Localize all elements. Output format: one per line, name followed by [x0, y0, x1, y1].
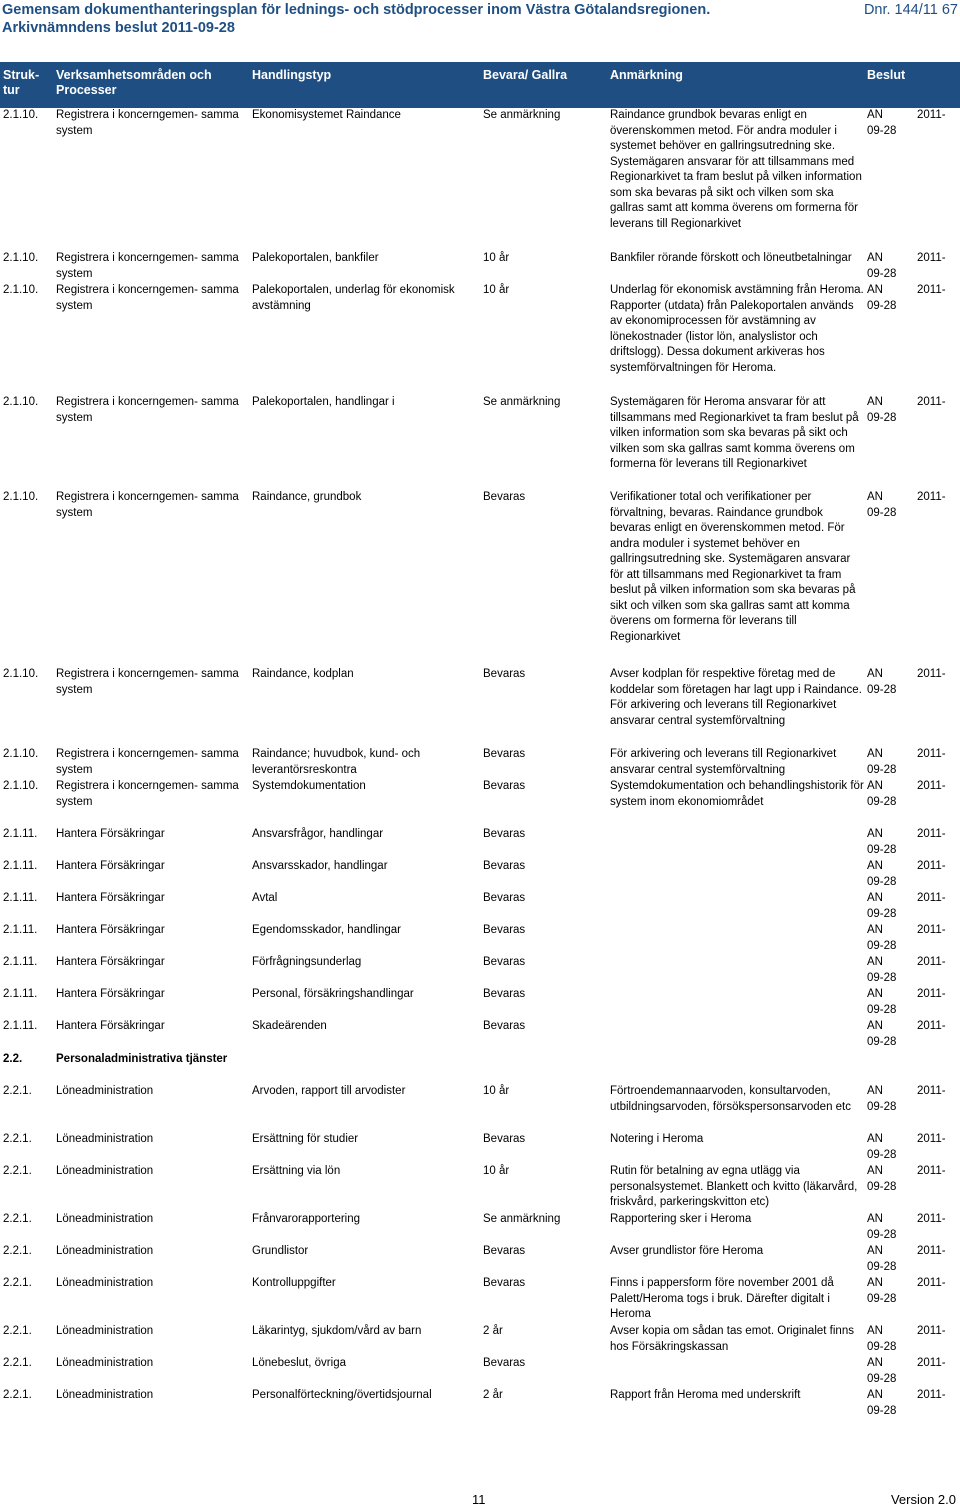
beslut-date: 09-28 [867, 1404, 897, 1417]
beslut-an: AN [867, 1020, 883, 1032]
beslut-year: 2011- [917, 1133, 946, 1145]
cell-bevara: Bevaras [483, 924, 526, 936]
beslut-date: 09-28 [867, 1148, 897, 1161]
cell-bevara: Bevaras [483, 1277, 526, 1289]
beslut-year: 2011- [917, 1277, 946, 1289]
cell-bevara: Bevaras [483, 988, 526, 1000]
beslut-an: AN [867, 1213, 883, 1225]
cell-struktur: 2.2.1. [3, 1357, 32, 1369]
cell-handlingstyp: Grundlistor [252, 1245, 309, 1257]
document-header [0, 0, 960, 40]
col-beslut: Beslut [867, 68, 906, 82]
cell-handlingstyp: Avtal [252, 892, 278, 904]
cell-anmarkning: Underlag för ekonomisk avstämning från Heroma. Rapporter (utdata) från Palekoportalen används av ekonomiprocessen för avstämning av lönekostnader (listor lön, analyslistor och driftslogg). Dessa dokument arkiveras hos systemförvaltningen för Heroma. [610, 284, 864, 374]
cell-bevara: Bevaras [483, 860, 526, 872]
cell-anmarkning: Bankfiler rörande förskott och löneutbetalningar [610, 252, 852, 264]
beslut-year: 2011- [917, 988, 946, 1000]
cell-struktur: 2.2.1. [3, 1133, 32, 1145]
cell-struktur: 2.2. [3, 1053, 23, 1065]
cell-struktur: 2.1.10. [3, 668, 39, 680]
beslut-an: AN [867, 860, 883, 872]
beslut-an: AN [867, 956, 883, 968]
beslut-date: 09-28 [867, 971, 897, 984]
document-title: Gemensam dokumenthanteringsplan för lednings- och stödprocesser inom Västra Götalandsregionen. [2, 2, 711, 18]
beslut-date: 09-28 [867, 1292, 897, 1305]
beslut-year: 2011- [917, 860, 946, 872]
cell-struktur: 2.1.10. [3, 109, 39, 121]
beslut-date: 09-28 [867, 506, 897, 519]
document-subtitle: Arkivnämndens beslut 2011-09-28 [2, 20, 235, 36]
cell-anmarkning: Avser grundlistor före Heroma [610, 1245, 764, 1257]
cell-struktur: 2.1.10. [3, 491, 39, 503]
beslut-an: AN [867, 668, 883, 680]
cell-bevara: Bevaras [483, 892, 526, 904]
col-verksamhet: Verksamhetsområden och Processer [56, 68, 212, 97]
col-anmarkning: Anmärkning [610, 68, 683, 82]
beslut-year: 2011- [917, 1357, 946, 1369]
cell-handlingstyp: Raindance, kodplan [252, 668, 354, 680]
beslut-date: 09-28 [867, 1180, 897, 1193]
document-dnr: Dnr. 144/11 67 [863, 2, 958, 18]
cell-handlingstyp: Läkarintyg, sjukdom/vård av barn [252, 1325, 422, 1337]
cell-verksamhet: Hantera Försäkringar [56, 860, 165, 872]
beslut-an: AN [867, 1277, 883, 1289]
beslut-date: 09-28 [867, 907, 897, 920]
cell-anmarkning: Avser kopia om sådan tas emot. Originalet finns hos Försäkringskassan [610, 1325, 854, 1353]
beslut-year: 2011- [917, 924, 946, 936]
beslut-year: 2011- [917, 284, 946, 296]
beslut-date: 09-28 [867, 1100, 897, 1113]
cell-struktur: 2.1.10. [3, 748, 39, 760]
beslut-an: AN [867, 1245, 883, 1257]
beslut-year: 2011- [917, 1213, 946, 1225]
cell-verksamhet: Löneadministration [56, 1213, 154, 1225]
cell-bevara: Se anmärkning [483, 1213, 561, 1225]
cell-anmarkning: Systemdokumentation och behandlingshistorik för system inom ekonomiområdet [610, 780, 864, 808]
beslut-date: 09-28 [867, 1260, 897, 1273]
beslut-year: 2011- [917, 491, 946, 503]
cell-bevara: 10 år [483, 252, 510, 264]
beslut-an: AN [867, 748, 883, 760]
col-struktur: Struk-tur [3, 68, 40, 97]
beslut-an: AN [867, 491, 883, 503]
col-handlingstyp: Handlingstyp [252, 68, 332, 82]
beslut-year: 2011- [917, 892, 946, 904]
cell-handlingstyp: Förfrågningsunderlag [252, 956, 362, 968]
cell-verksamhet: Registrera i koncerngemen- samma system [56, 284, 239, 312]
beslut-year: 2011- [917, 1085, 946, 1097]
beslut-date: 09-28 [867, 1003, 897, 1016]
cell-bevara: 10 år [483, 1085, 510, 1097]
cell-bevara: 2 år [483, 1389, 503, 1401]
beslut-year: 2011- [917, 1245, 946, 1257]
cell-struktur: 2.1.10. [3, 284, 39, 296]
cell-bevara: Bevaras [483, 1020, 526, 1032]
cell-bevara: 10 år [483, 1165, 510, 1177]
cell-bevara: Se anmärkning [483, 396, 561, 408]
beslut-year: 2011- [917, 252, 946, 264]
cell-anmarkning: Rapportering sker i Heroma [610, 1213, 752, 1225]
beslut-year: 2011- [917, 396, 946, 408]
cell-verksamhet: Löneadministration [56, 1389, 154, 1401]
cell-verksamhet: Hantera Försäkringar [56, 924, 165, 936]
beslut-date: 09-28 [867, 795, 897, 808]
beslut-year: 2011- [917, 1325, 946, 1337]
cell-verksamhet: Personaladministrativa tjänster [56, 1053, 228, 1065]
beslut-year: 2011- [917, 1389, 946, 1401]
cell-bevara: Bevaras [483, 1133, 526, 1145]
cell-bevara: Bevaras [483, 491, 526, 503]
cell-anmarkning: För arkivering och leverans till Regionarkivet ansvarar central systemförvaltning [610, 748, 837, 776]
beslut-an: AN [867, 1133, 883, 1145]
cell-struktur: 2.2.1. [3, 1389, 32, 1401]
cell-struktur: 2.2.1. [3, 1277, 32, 1289]
cell-bevara: 10 år [483, 284, 510, 296]
cell-handlingstyp: Systemdokumentation [252, 780, 366, 792]
cell-struktur: 2.1.11. [3, 988, 38, 1000]
cell-handlingstyp: Frånvarorapportering [252, 1213, 361, 1225]
table-header [0, 62, 960, 108]
cell-handlingstyp: Palekoportalen, bankfiler [252, 252, 379, 264]
cell-verksamhet: Hantera Försäkringar [56, 988, 165, 1000]
cell-handlingstyp: Skadeärenden [252, 1020, 327, 1032]
beslut-date: 09-28 [867, 267, 897, 280]
beslut-an: AN [867, 1325, 883, 1337]
beslut-an: AN [867, 1085, 883, 1097]
cell-anmarkning: Notering i Heroma [610, 1133, 704, 1145]
cell-anmarkning: Finns i pappersform före november 2001 då Palett/Heroma togs i bruk. Därefter digitalt i Heroma [610, 1277, 834, 1320]
cell-struktur: 2.1.11. [3, 860, 38, 872]
cell-struktur: 2.1.11. [3, 924, 38, 936]
beslut-date: 09-28 [867, 1035, 897, 1048]
cell-verksamhet: Löneadministration [56, 1085, 154, 1097]
cell-handlingstyp: Raindance, grundbok [252, 491, 362, 503]
cell-bevara: Bevaras [483, 748, 526, 760]
cell-bevara: Bevaras [483, 668, 526, 680]
cell-anmarkning: Systemägaren för Heroma ansvarar för att tillsammans med Regionarkivet ta fram beslut på vilken information som ska bevaras på sikt och vilken som ska gallras samt komma överens om formerna för leverans till Regionarkivet [610, 396, 859, 470]
beslut-date: 09-28 [867, 411, 897, 424]
beslut-an: AN [867, 396, 883, 408]
cell-bevara: Bevaras [483, 956, 526, 968]
cell-struktur: 2.1.10. [3, 780, 39, 792]
cell-bevara: Se anmärkning [483, 109, 561, 121]
cell-struktur: 2.2.1. [3, 1165, 32, 1177]
cell-verksamhet: Löneadministration [56, 1357, 154, 1369]
cell-handlingstyp: Personal, försäkringshandlingar [252, 988, 414, 1000]
cell-verksamhet: Löneadministration [56, 1325, 154, 1337]
cell-handlingstyp: Palekoportalen, underlag för ekonomisk avstämning [252, 284, 455, 312]
cell-handlingstyp: Palekoportalen, handlingar i [252, 396, 395, 408]
beslut-date: 09-28 [867, 299, 897, 312]
beslut-an: AN [867, 1165, 883, 1177]
page-number: 11 [472, 1492, 486, 1507]
beslut-an: AN [867, 892, 883, 904]
cell-bevara: Bevaras [483, 828, 526, 840]
cell-verksamhet: Hantera Försäkringar [56, 956, 165, 968]
beslut-an: AN [867, 109, 883, 121]
cell-verksamhet: Registrera i koncerngemen- samma system [56, 109, 239, 137]
beslut-year: 2011- [917, 956, 946, 968]
cell-verksamhet: Hantera Försäkringar [56, 892, 165, 904]
cell-bevara: Bevaras [483, 1245, 526, 1257]
cell-bevara: Bevaras [483, 780, 526, 792]
cell-verksamhet: Registrera i koncerngemen- samma system [56, 491, 239, 519]
cell-bevara: 2 år [483, 1325, 503, 1337]
cell-struktur: 2.1.11. [3, 892, 38, 904]
cell-handlingstyp: Raindance; huvudbok, kund- och leverantörsreskontra [252, 748, 421, 776]
cell-handlingstyp: Arvoden, rapport till arvodister [252, 1085, 406, 1097]
cell-anmarkning: Verifikationer total och verifikationer per förvaltning, bevaras. Raindance grundbok bevaras enligt en överenskommen metod. För andra moduler i systemet behöver en gallringsutredning ske. Systemägaren ansvarar för att tillsammans med Regionarkivet ta fram beslut på vilken information som ska bevaras på sikt och vilken som ska gallras samt att komma överens om formerna för leverans till Regionarkivet [610, 491, 856, 643]
beslut-date: 09-28 [867, 683, 897, 696]
beslut-date: 09-28 [867, 939, 897, 952]
beslut-year: 2011- [917, 109, 946, 121]
beslut-an: AN [867, 252, 883, 264]
beslut-date: 09-28 [867, 843, 897, 856]
beslut-year: 2011- [917, 780, 946, 792]
cell-handlingstyp: Ansvarsskador, handlingar [252, 860, 388, 872]
beslut-date: 09-28 [867, 1340, 897, 1353]
cell-anmarkning: Rutin för betalning av egna utlägg via personalsystemet. Blankett och kvitto (läkarvård, friskvård, parkeringskvitton etc) [610, 1165, 858, 1208]
cell-anmarkning: Avser kodplan för respektive företag med de koddelar som företagen har lagt upp i Raindance. För arkivering och leverans till Regionarkivet ansvarar central systemförvaltning [610, 668, 862, 727]
beslut-year: 2011- [917, 828, 946, 840]
version-label: Version 2.0 [890, 1492, 956, 1507]
cell-struktur: 2.2.1. [3, 1325, 32, 1337]
cell-verksamhet: Hantera Försäkringar [56, 1020, 165, 1032]
cell-struktur: 2.2.1. [3, 1085, 32, 1097]
beslut-date: 09-28 [867, 1372, 897, 1385]
beslut-an: AN [867, 284, 883, 296]
cell-anmarkning: Förtroendemannaarvoden, konsultarvoden, utbildningsarvoden, försökspersonsarvoden etc [610, 1085, 852, 1113]
beslut-an: AN [867, 924, 883, 936]
cell-struktur: 2.2.1. [3, 1213, 32, 1225]
cell-verksamhet: Registrera i koncerngemen- samma system [56, 396, 239, 424]
cell-anmarkning: Rapport från Heroma med underskrift [610, 1389, 801, 1401]
page-footer [0, 1488, 960, 1508]
cell-struktur: 2.1.10. [3, 252, 39, 264]
cell-handlingstyp: Ersättning via lön [252, 1165, 341, 1177]
beslut-date: 09-28 [867, 875, 897, 888]
cell-handlingstyp: Ersättning för studier [252, 1133, 359, 1145]
cell-handlingstyp: Kontrolluppgifter [252, 1277, 336, 1289]
cell-verksamhet: Registrera i koncerngemen- samma system [56, 668, 239, 696]
cell-handlingstyp: Lönebeslut, övriga [252, 1357, 346, 1369]
cell-verksamhet: Hantera Försäkringar [56, 828, 165, 840]
beslut-an: AN [867, 780, 883, 792]
beslut-an: AN [867, 988, 883, 1000]
beslut-an: AN [867, 1357, 883, 1369]
cell-handlingstyp: Personalförteckning/övertidsjournal [252, 1389, 432, 1401]
beslut-an: AN [867, 1389, 883, 1401]
cell-handlingstyp: Ekonomisystemet Raindance [252, 109, 401, 121]
cell-handlingstyp: Ansvarsfrågor, handlingar [252, 828, 384, 840]
beslut-an: AN [867, 828, 883, 840]
cell-anmarkning: Raindance grundbok bevaras enligt en överenskommen metod. För andra moduler i systemet behöver en gallringsutredning ske. Systemägaren ansvarar för att tillsammans med Regionarkivet ta fram beslut på vilken information som ska bevaras på sikt och vilken som ska gallras samt att komma överens om formerna för leverans till Regionarkivet [610, 109, 862, 230]
cell-verksamhet: Registrera i koncerngemen- samma system [56, 748, 239, 776]
beslut-date: 09-28 [867, 1228, 897, 1241]
beslut-date: 09-28 [867, 124, 897, 137]
cell-verksamhet: Registrera i koncerngemen- samma system [56, 780, 239, 808]
beslut-year: 2011- [917, 748, 946, 760]
cell-struktur: 2.2.1. [3, 1245, 32, 1257]
beslut-year: 2011- [917, 668, 946, 680]
cell-struktur: 2.1.11. [3, 828, 38, 840]
beslut-year: 2011- [917, 1165, 946, 1177]
cell-verksamhet: Löneadministration [56, 1277, 154, 1289]
cell-bevara: Bevaras [483, 1357, 526, 1369]
cell-verksamhet: Löneadministration [56, 1245, 154, 1257]
cell-struktur: 2.1.10. [3, 396, 39, 408]
cell-verksamhet: Löneadministration [56, 1133, 154, 1145]
cell-struktur: 2.1.11. [3, 956, 38, 968]
col-bevara: Bevara/ Gallra [483, 68, 568, 82]
cell-struktur: 2.1.11. [3, 1020, 38, 1032]
cell-verksamhet: Löneadministration [56, 1165, 154, 1177]
cell-handlingstyp: Egendomsskador, handlingar [252, 924, 401, 936]
beslut-date: 09-28 [867, 763, 897, 776]
beslut-year: 2011- [917, 1020, 946, 1032]
cell-verksamhet: Registrera i koncerngemen- samma system [56, 252, 239, 280]
